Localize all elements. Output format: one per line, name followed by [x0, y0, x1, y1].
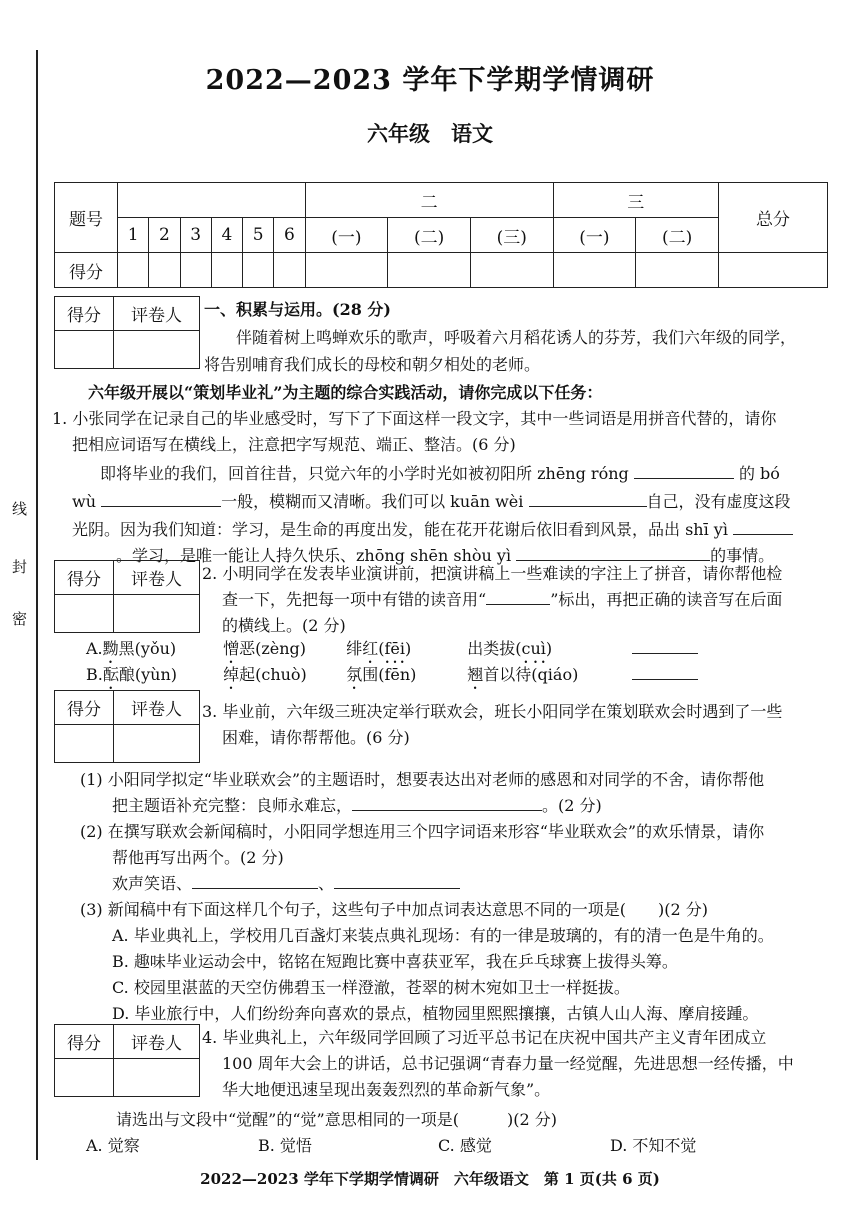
grader-name-label: 评卷人	[113, 297, 199, 331]
q3-option-b: B. 趣味毕业运动会中，铭铭在短跑比赛中喜获亚军，我在乒乓球赛上拔得头筹。	[112, 952, 678, 971]
seal-char-1: 线	[12, 500, 28, 518]
q3-option-a: A. 毕业典礼上，学校用几百盏灯来装点典礼现场：有的一律是玻璃的，有的清一色是牛角的。	[112, 926, 774, 945]
answer-blank[interactable]	[632, 653, 698, 654]
q1-para-2: wù 一般，模糊而又清晰。我们可以 kuān wèi 自己，没有虚度这段	[72, 492, 791, 511]
col-3-1: (一)	[553, 218, 636, 253]
page-title: 2022—2023 学年下学期学情调研	[205, 65, 655, 96]
q3-line1: 3. 毕业前，六年级三班决定举行联欢会，班长小阳同学在策划联欢会时遇到了一些	[202, 702, 783, 721]
score-cell[interactable]	[274, 253, 305, 288]
grader-box	[54, 560, 200, 633]
answer-blank[interactable]	[101, 506, 221, 507]
q1-line1: 1. 小张同学在记录自己的毕业感受时，写下了下面这样一段文字，其中一些词语是用拼音代替的，请你	[52, 409, 777, 428]
q1-para-4: 。学习，是唯一能让人持久快乐、zhōng shēn shòu yì 的事情。	[72, 542, 774, 569]
grader-name-label: 评卷人	[113, 691, 199, 725]
grader-name-cell[interactable]	[113, 595, 199, 633]
q1-para-1: 即将毕业的我们，回首往昔，只觉六年的小学时光如被初阳所 zhēng róng 的 bó	[100, 464, 780, 483]
grader-name-cell[interactable]	[113, 331, 199, 369]
score-cell[interactable]	[305, 253, 388, 288]
col-2-2: (二)	[388, 218, 471, 253]
q1-para-3: 光阴。因为我们知道：学习，是生命的再度出发，能在花开花谢后依旧看到风景，品出 shī yì	[72, 516, 793, 543]
page-footer: 2022—2023 学年下学期学情调研 六年级语文 第 1 页(共 6 页)	[200, 1170, 660, 1188]
score-cell[interactable]	[719, 253, 828, 288]
q2-option-b: B.酝酿(yùn) 绰起(chuò) 氛围(fēn) 翘首以待(qiáo)	[86, 662, 698, 693]
score-cell[interactable]	[470, 253, 553, 288]
q4-option-b: B. 觉悟	[258, 1136, 312, 1155]
q3-sub1-b: 把主题语补充完整：良师永难忘， 。(2 分)	[112, 796, 602, 815]
grader-score-cell[interactable]	[55, 595, 114, 633]
score-cell[interactable]	[211, 253, 242, 288]
grader-name-cell[interactable]	[113, 725, 199, 763]
grader-box	[54, 690, 200, 763]
page-subtitle: 六年级 语文	[367, 121, 493, 146]
section1-task: 六年级开展以“策划毕业礼”为主题的综合实践活动，请你完成以下任务：	[88, 383, 603, 402]
score-cell[interactable]	[636, 253, 719, 288]
col-6: 6	[274, 218, 305, 253]
score-cell[interactable]	[553, 253, 636, 288]
q3-sub2-a: (2) 在撰写联欢会新闻稿时，小阳同学想连用三个四字词语来形容“毕业联欢会”的欢乐情景，请你	[80, 822, 765, 841]
row-label-score: 得分	[55, 253, 118, 288]
q1-line2: 把相应词语写在横线上，注意把字写规范、端正、整洁。(6 分)	[72, 435, 516, 454]
col-5: 5	[243, 218, 274, 253]
q4-line3: 华大地便迅速呈现出轰轰烈烈的革命新气象”。	[222, 1080, 551, 1099]
score-cell[interactable]	[388, 253, 471, 288]
answer-blank[interactable]	[634, 478, 734, 479]
grader-name-cell[interactable]	[113, 1059, 199, 1097]
q3-sub1-a: (1) 小阳同学拟定“毕业联欢会”的主题语时，想要表达出对老师的感恩和对同学的不舍，请你帮他	[80, 770, 765, 789]
col-3: 3	[180, 218, 211, 253]
seal-char-3: 密	[12, 610, 28, 628]
group-3-label: 三	[553, 183, 718, 218]
score-cell[interactable]	[118, 253, 149, 288]
q2-option-a: A.黝黑(yǒu) 憎恶(zèng) 绯红(fēi) 出类拔(cuì)	[86, 636, 698, 667]
score-table	[54, 182, 828, 288]
section1-intro-2: 将告别哺育我们成长的母校和朝夕相处的老师。	[204, 355, 541, 374]
grader-score-cell[interactable]	[55, 1059, 114, 1097]
seal-line	[36, 50, 38, 1160]
grader-score-label: 得分	[55, 297, 114, 331]
grader-score-cell[interactable]	[55, 331, 114, 369]
grader-score-cell[interactable]	[55, 725, 114, 763]
grader-box	[54, 1024, 200, 1097]
seal-char-2: 封	[12, 558, 28, 576]
group-2-label: 二	[305, 183, 553, 218]
grader-box	[54, 296, 200, 369]
q4-option-a: A. 觉察	[86, 1136, 140, 1155]
q3-option-d: D. 毕业旅行中，人们纷纷奔向喜欢的景点，植物园里熙熙攘攘，古镇人山人海、摩肩接踵。	[112, 1004, 759, 1023]
q3-sub3: (3) 新闻稿中有下面这样几个句子，这些句子中加点词表达意思不同的一项是( )(2 分)	[80, 900, 708, 919]
answer-blank[interactable]	[334, 888, 460, 889]
q3-line2: 困难，请你帮帮他。(6 分)	[222, 728, 410, 747]
answer-blank[interactable]	[733, 534, 793, 535]
answer-blank[interactable]	[529, 506, 647, 507]
grader-score-label: 得分	[55, 1025, 114, 1059]
answer-blank[interactable]	[352, 810, 542, 811]
mark-blank	[486, 604, 550, 605]
q2-line1: 2. 小明同学在发表毕业演讲前，把演讲稿上一些难读的字注上了拼音，请你帮他检	[202, 564, 783, 583]
score-cell[interactable]	[243, 253, 274, 288]
score-cell[interactable]	[180, 253, 211, 288]
answer-blank[interactable]	[632, 679, 698, 680]
q4-option-c: C. 感觉	[438, 1136, 492, 1155]
q3-sub2-c: 欢声笑语、 、	[112, 870, 460, 897]
col-1: 1	[118, 218, 149, 253]
score-cell[interactable]	[149, 253, 180, 288]
col-4: 4	[211, 218, 242, 253]
col-3-2: (二)	[636, 218, 719, 253]
q2-line3: 的横线上。(2 分)	[222, 616, 346, 635]
q3-option-c: C. 校园里湛蓝的天空仿佛碧玉一样澄澈，苍翠的树木宛如卫士一样挺拔。	[112, 978, 630, 997]
answer-blank[interactable]	[192, 888, 318, 889]
col-2-3: (三)	[470, 218, 553, 253]
grader-name-label: 评卷人	[113, 1025, 199, 1059]
total-label: 总分	[719, 183, 828, 253]
section1-heading: 一、积累与运用。(28 分)	[204, 300, 391, 319]
section1-intro-1: 伴随着树上鸣蝉欢乐的歌声，呼吸着六月稻花诱人的芬芳，我们六年级的同学，	[236, 328, 797, 347]
col-2: 2	[149, 218, 180, 253]
grader-name-label: 评卷人	[113, 561, 199, 595]
grader-score-label: 得分	[55, 561, 114, 595]
q4-line2: 100 周年大会上的讲话，总书记强调“青春力量一经觉醒，先进思想一经传播，中	[222, 1054, 794, 1073]
grader-score-label: 得分	[55, 691, 114, 725]
q3-sub2-b: 帮他再写出两个。(2 分)	[112, 848, 284, 867]
q4-option-d: D. 不知不觉	[610, 1136, 697, 1155]
q2-line2: 查一下，先把每一项中有错的读音用“ ”标出，再把正确的读音写在后面	[222, 590, 783, 609]
q4-line1: 4. 毕业典礼上，六年级同学回顾了习近平总书记在庆祝中国共产主义青年团成立	[202, 1028, 767, 1047]
row-label-question: 题号	[55, 183, 118, 253]
q4-question: 请选出与文段中“觉醒”的“觉”意思相同的一项是( )(2 分)	[116, 1110, 557, 1129]
col-2-1: (一)	[305, 218, 388, 253]
